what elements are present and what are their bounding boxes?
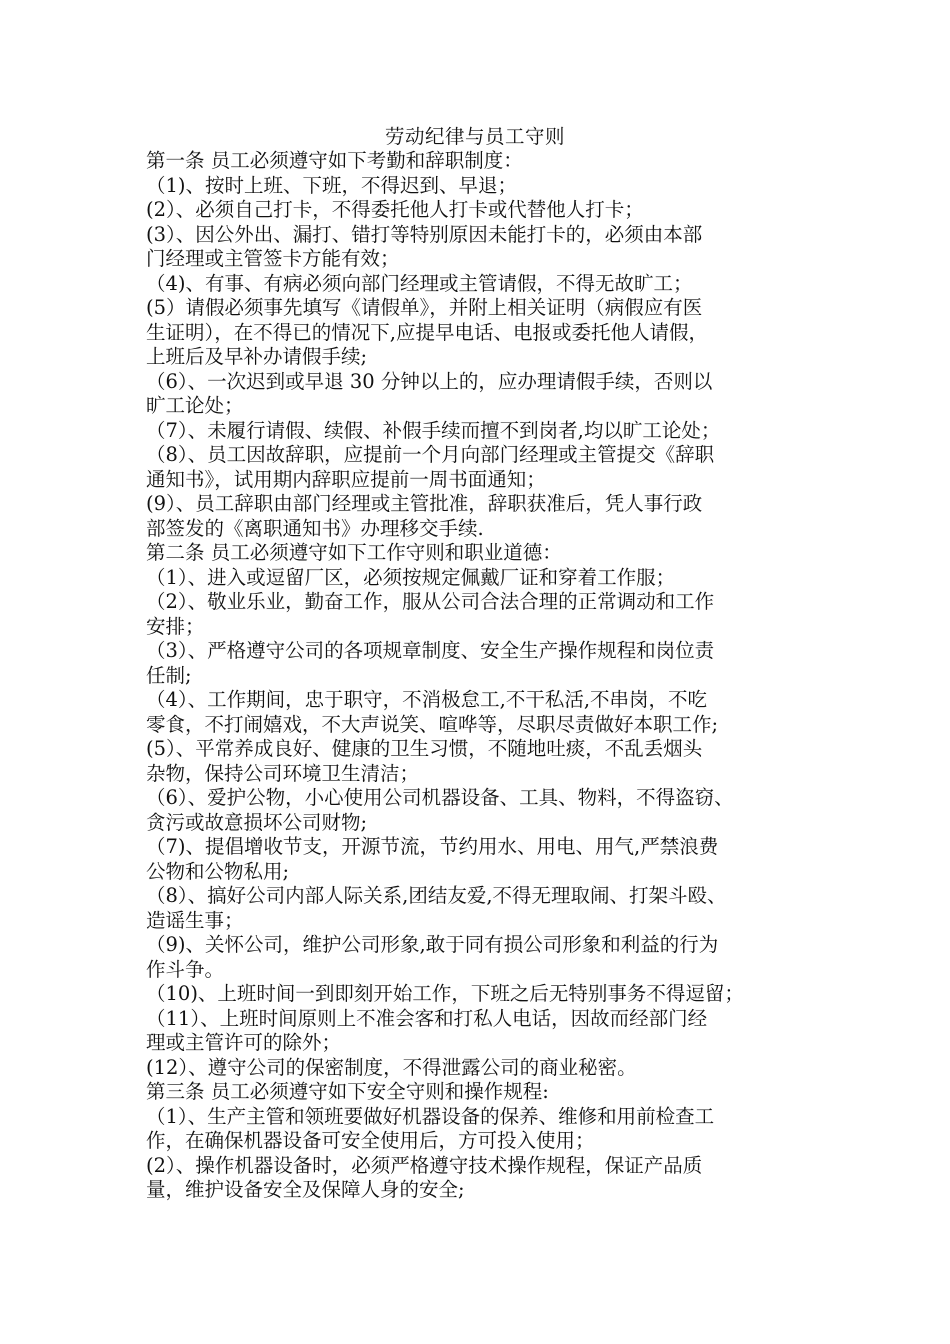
text-line: （1）、生产主管和领班要做好机器设备的保养、维修和用前检查工: [146, 1104, 715, 1128]
text-line: （8）、员工因故辞职，应提前一个月向部门经理或主管提交《辞职: [146, 443, 715, 466]
text-line: 通知书》，试用期内辞职应提前一周书面通知；: [146, 467, 546, 491]
text-line: （7)、提倡增收节支，开源节流，节约用水、用电、用气,严禁浪费: [146, 835, 719, 858]
text-line: (9）、员工辞职由部门经理或主管批准，辞职获准后，凭人事行政: [146, 492, 703, 515]
text-line: （1)、按时上班、下班，不得迟到、早退；: [146, 173, 518, 197]
text-line: 旷工论处；: [146, 394, 244, 417]
text-line: 公物和公物私用;: [146, 859, 290, 883]
text-line: 量，维护设备安全及保障人身的安全;: [146, 1178, 465, 1201]
text-line: （7）、未履行请假、续假、补假手续而擅不到岗者,均以旷工论处；: [146, 418, 721, 442]
text-line: (2）、操作机器设备时，必须严格遵守技术操作规程，保证产品质: [146, 1153, 703, 1177]
text-line: 零食，不打闹嬉戏，不大声说笑、喧哗等，尽职尽责做好本职工作;: [146, 712, 719, 736]
text-line: （8）、搞好公司内部人际关系,团结友爱,不得无理取闹、打架斗殴、: [146, 884, 727, 907]
text-line: （9)、关怀公司，维护公司形象,敢于同有损公司形象和利益的行为: [146, 933, 719, 956]
text-line: 上班后及早补办请假手续;: [146, 345, 368, 368]
text-line: （6）、爱护公物，小心使用公司机器设备、工具、物料，不得盗窃、: [146, 786, 734, 809]
text-line: 作斗争。: [146, 957, 225, 981]
text-line: 安排；: [146, 614, 205, 638]
text-line: 杂物，保持公司环境卫生清洁；: [146, 761, 420, 785]
document-title: 劳动纪律与员工守则: [384, 125, 565, 148]
text-line: （6）、一次迟到或早退 30 分钟以上的，应办理请假手续，否则以: [146, 369, 713, 393]
text-line: 造谣生事；: [146, 908, 244, 932]
text-line: 第三条 员工必须遵守如下安全守则和操作规程:: [146, 1080, 549, 1103]
text-line: (2）、必须自己打卡，不得委托他人打卡或代替他人打卡；: [146, 198, 644, 221]
text-line: (3）、因公外出、漏打、错打等特别原因未能打卡的，必须由本部: [146, 222, 703, 246]
text-line: 作，在确保机器设备可安全使用后，方可投入使用；: [146, 1129, 595, 1152]
text-line: (5）请假必须事先填写《请假单》，并附上相关证明（病假应有医: [146, 296, 703, 319]
text-line: (12）、遵守公司的保密制度，不得泄露公司的商业秘密。: [146, 1055, 637, 1079]
text-line: （10)、上班时间一到即刻开始工作，下班之后无特别事务不得逗留；: [146, 982, 744, 1005]
text-line: 部签发的《离职通知书》办理移交手续.: [146, 516, 484, 540]
text-line: （11）、上班时间原则上不准会客和打私人电话，因故而经部门经: [146, 1006, 708, 1030]
text-line: 生证明），在不得已的情况下,应提早电话、电报或委托他人请假，: [146, 320, 708, 344]
text-line: 第一条 员工必须遵守如下考勤和辞职制度：: [146, 149, 523, 172]
text-line: （4）、工作期间，忠于职守，不消极怠工,不干私活,不串岗，不吃: [146, 688, 708, 711]
text-line: （1）、进入或逗留厂区，必须按规定佩戴厂证和穿着工作服；: [146, 565, 676, 589]
text-line: 门经理或主管签卡方能有效；: [146, 247, 400, 270]
text-line: 理或主管许可的除外；: [146, 1031, 342, 1054]
text-line: (5）、平常养成良好、健康的卫生习惯，不随地吐痰，不乱丢烟头: [146, 737, 703, 760]
text-line: 贪污或故意损坏公司财物;: [146, 810, 368, 834]
text-line: （2）、敬业乐业，勤奋工作，服从公司合法合理的正常调动和工作: [146, 590, 715, 613]
text-line: （4)、有事、有病必须向部门经理或主管请假，不得无故旷工；: [146, 271, 693, 295]
text-line: 第二条 员工必须遵守如下工作守则和职业道德：: [146, 541, 562, 564]
text-line: 任制;: [146, 663, 192, 687]
text-line: （3）、严格遵守公司的各项规章制度、安全生产操作规程和岗位责: [146, 639, 715, 662]
document-body: [146, 149, 826, 1203]
